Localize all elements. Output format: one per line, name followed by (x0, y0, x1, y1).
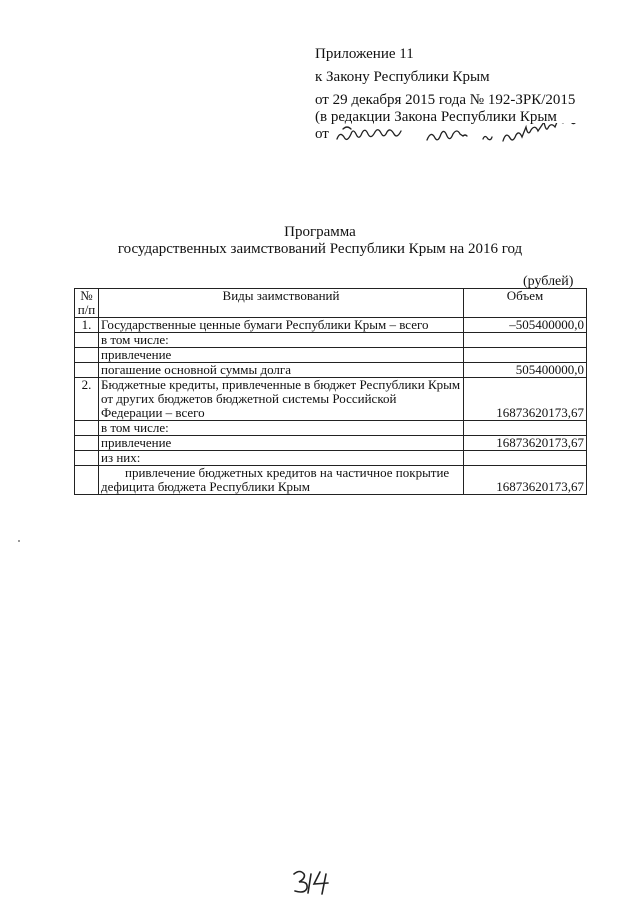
law-date: от 29 декабря 2015 года № 192-ЗРК/2015 (315, 92, 576, 108)
scan-dot (18, 540, 20, 542)
law-reference: к Закону Республики Крым (315, 69, 490, 85)
units-label: (рублей) (523, 274, 574, 289)
row-value (464, 333, 587, 348)
row-num (75, 348, 99, 363)
header-num: № п/п (75, 289, 99, 318)
row-name: погашение основной суммы долга (99, 363, 464, 378)
table-row (75, 333, 587, 348)
edition-note: (в редакции Закона Республики Крым (315, 109, 557, 125)
appendix-number: Приложение 11 (315, 46, 414, 62)
table-row (75, 363, 587, 378)
row-name: Государственные ценные бумаги Республики Крым – всего (99, 318, 464, 333)
program-title (0, 224, 640, 258)
borrowings-table (74, 288, 587, 495)
handwritten-amendment-row (315, 126, 635, 148)
table-row (75, 421, 587, 436)
appendix-header (315, 46, 635, 148)
table-row (75, 466, 587, 495)
table-row (75, 378, 587, 421)
table-row (75, 436, 587, 451)
row-value: 16873620173,67 (464, 378, 587, 421)
table-row (75, 451, 587, 466)
program-title-line1: Программа (284, 224, 356, 240)
row-num: 2. (75, 378, 99, 421)
row-num (75, 436, 99, 451)
row-num (75, 466, 99, 495)
row-name: привлечение (99, 348, 464, 363)
row-value: 16873620173,67 (464, 436, 587, 451)
row-name: Бюджетные кредиты, привлеченные в бюджет Республики Крым от других бюджетов бюджетной системы Российской Федерации – всего (99, 378, 464, 421)
row-name: из них: (99, 451, 464, 466)
row-num (75, 333, 99, 348)
row-num: 1. (75, 318, 99, 333)
row-num (75, 421, 99, 436)
row-name: в том числе: (99, 333, 464, 348)
row-value (464, 451, 587, 466)
edition-prefix: от (315, 126, 329, 142)
table-row (75, 348, 587, 363)
row-value: 16873620173,67 (464, 466, 587, 495)
row-value (464, 348, 587, 363)
row-name: привлечение (99, 436, 464, 451)
row-value: 505400000,0 (464, 363, 587, 378)
table-header-row (75, 289, 587, 318)
row-num (75, 363, 99, 378)
handwritten-amendment (335, 123, 635, 149)
row-name: привлечение бюджетных кредитов на частичное покрытие дефицита бюджета Республики Крым (99, 466, 464, 495)
table-row (75, 318, 587, 333)
row-num (75, 451, 99, 466)
header-name: Виды заимствований (99, 289, 464, 318)
row-value (464, 421, 587, 436)
row-name: в том числе: (99, 421, 464, 436)
header-value: Объем (464, 289, 587, 318)
handwritten-page-number (290, 868, 340, 896)
program-title-line2: государственных заимствований Республики Крым на 2016 год (117, 241, 523, 257)
row-value: –505400000,0 (464, 318, 587, 333)
